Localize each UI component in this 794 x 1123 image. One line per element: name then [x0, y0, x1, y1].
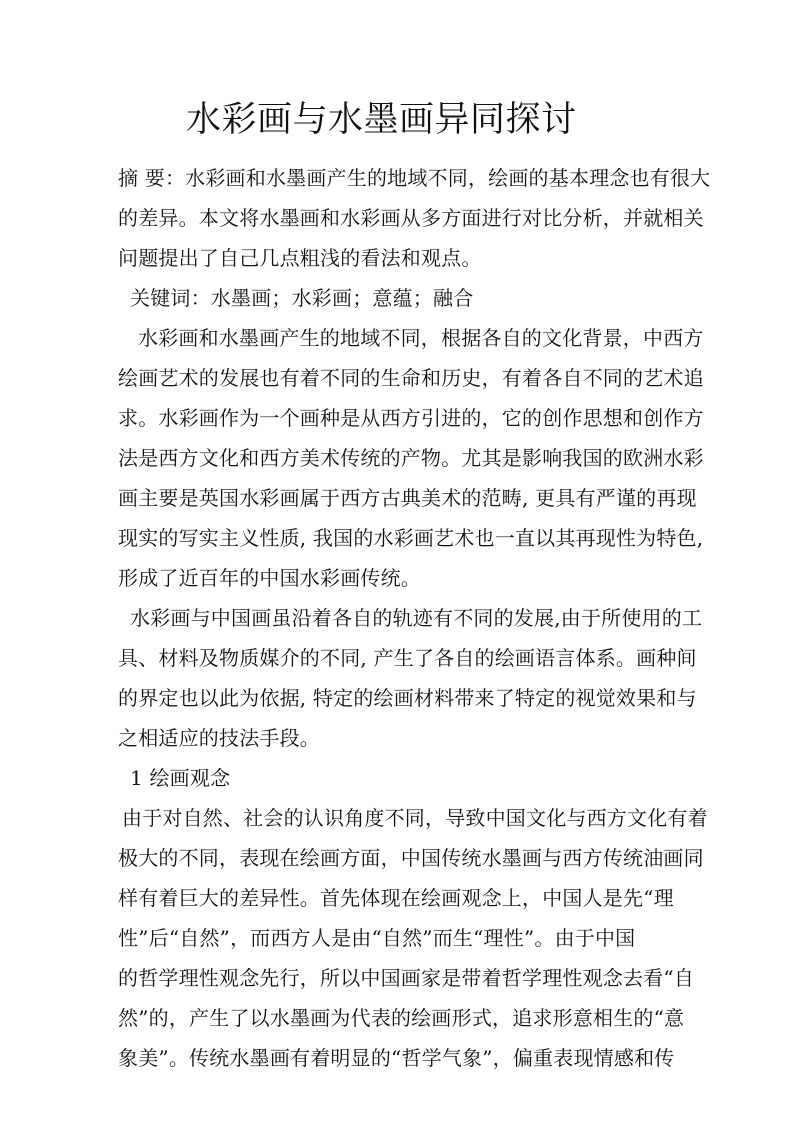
paragraph-line: 水彩画和水墨画产生的地域不同，根据各自的文化背景，中西方 — [138, 326, 704, 350]
paragraph-line: 象美”。传统水墨画有着明显的“哲学气象”，偏重表现情感和传 — [118, 1046, 675, 1070]
paragraph-line: 具、材料及物质媒介的不同, 产生了各自的绘画语言体系。画种间 — [118, 646, 697, 670]
document-title: 水彩画与水墨画异同探讨 — [186, 100, 577, 140]
paragraph-line: 绘画艺术的发展也有着不同的生命和历史，有着各自不同的艺术追 — [118, 366, 704, 390]
paragraph-line: 法是西方文化和西方美术传统的产物。尤其是影响我国的欧洲水彩 — [118, 446, 704, 470]
paragraph-line: 然”的，产生了以水墨画为代表的绘画形式，追求形意相生的“意 — [118, 1006, 685, 1030]
paragraph-line: 求。水彩画作为一个画种是从西方引进的，它的创作思想和创作方 — [118, 406, 704, 430]
paragraph-line: 画主要是英国水彩画属于西方古典美术的范畴, 更具有严谨的再现 — [118, 486, 697, 510]
paragraph-line: 的哲学理性观念先行，所以中国画家是带着哲学理性观念去看“自 — [118, 966, 695, 990]
section-heading: 1 绘画观念 — [130, 766, 231, 790]
abstract-line: 摘 要：水彩画和水墨画产生的地域不同，绘画的基本理念也有很大 — [118, 166, 711, 190]
keywords-line: 关键词：水墨画；水彩画；意蕴；融合 — [130, 286, 474, 310]
paragraph-line: 形成了近百年的中国水彩画传统。 — [118, 566, 421, 590]
paragraph-line: 由于对自然、社会的认识角度不同，导致中国文化与西方文化有着 — [122, 806, 708, 830]
paragraph-line: 水彩画与中国画虽沿着各自的轨迹有不同的发展,由于所使用的工 — [130, 606, 703, 630]
paragraph-line: 之相适应的技法手段。 — [118, 726, 320, 750]
abstract-line: 问题提出了自己几点粗浅的看法和观点。 — [118, 246, 482, 270]
paragraph-line: 性”后“自然”，而西方人是由“自然”而生“理性”。由于中国 — [118, 926, 636, 950]
document-body — [118, 158, 711, 1078]
paragraph-line: 的界定也以此为依据, 特定的绘画材料带来了特定的视觉效果和与 — [118, 686, 697, 710]
paragraph-line: 现实的写实主义性质, 我国的水彩画艺术也一直以其再现性为特色, — [118, 526, 704, 550]
paragraph-line: 样有着巨大的差异性。首先体现在绘画观念上，中国人是先“理 — [118, 886, 674, 910]
paragraph-line: 极大的不同，表现在绘画方面，中国传统水墨画与西方传统油画同 — [118, 846, 704, 870]
abstract-line: 的差异。本文将水墨画和水彩画从多方面进行对比分析，并就相关 — [118, 206, 704, 230]
